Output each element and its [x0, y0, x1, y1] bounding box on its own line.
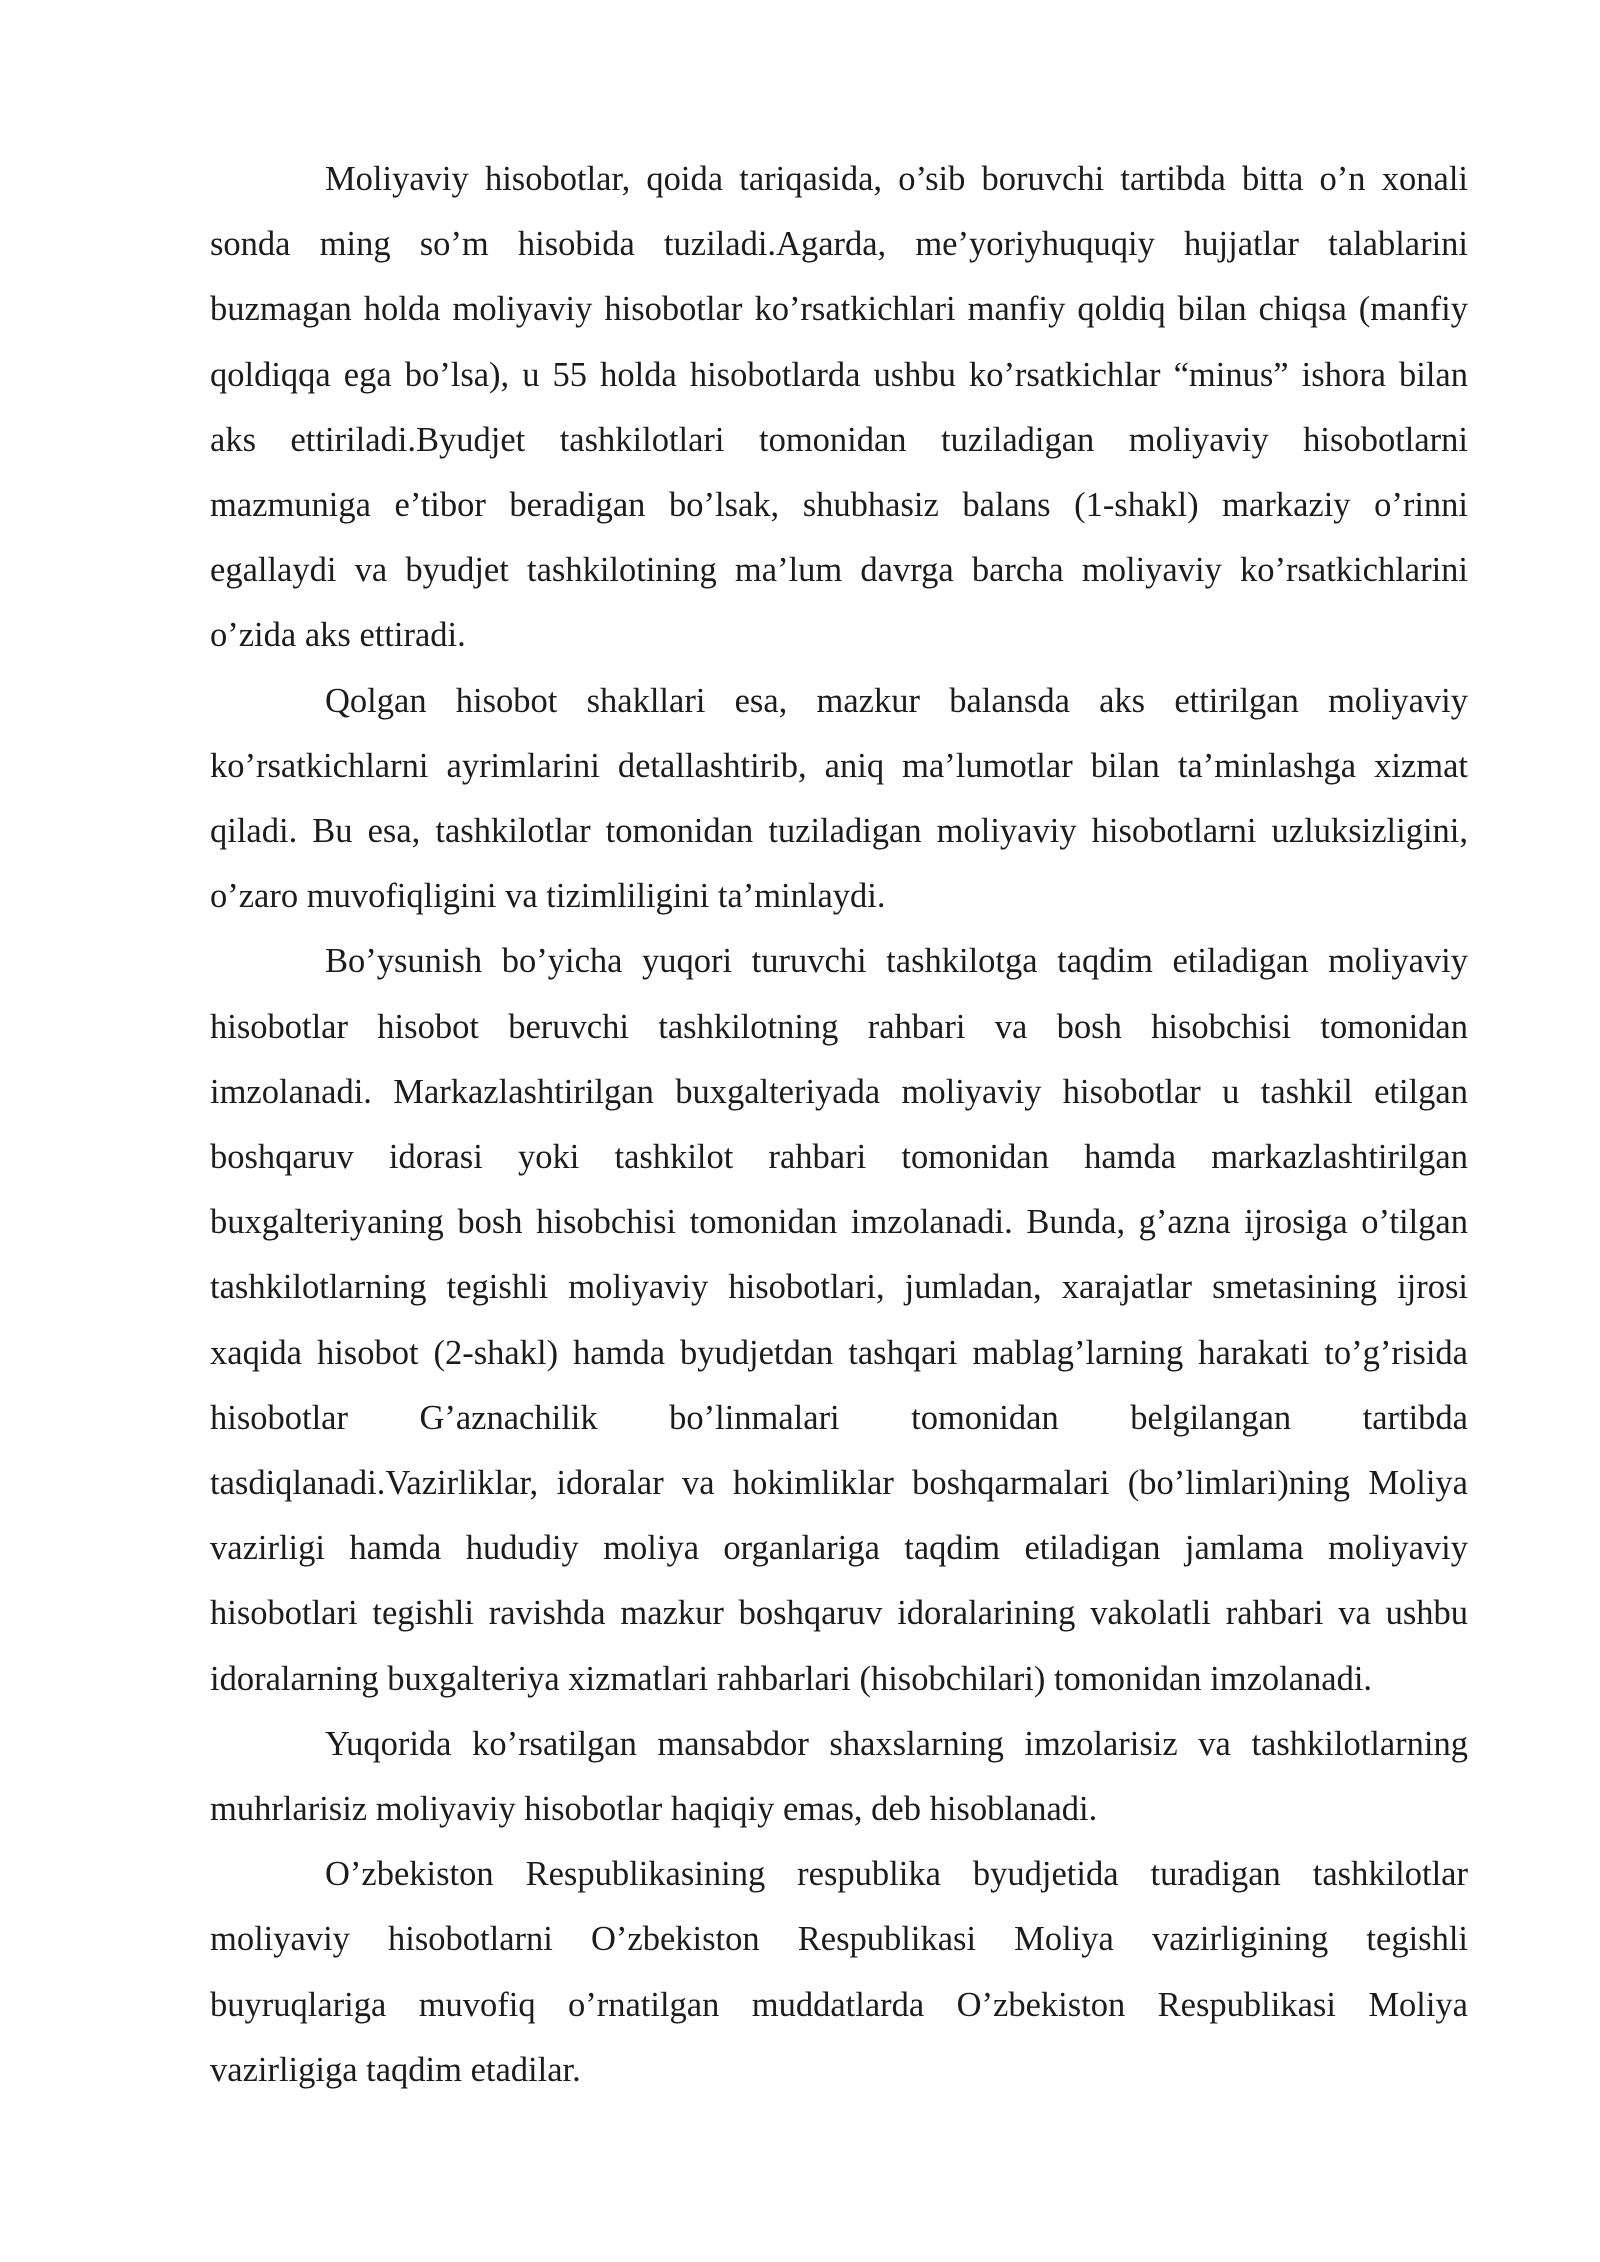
paragraph-3: Bo’ysunish bo’yicha yuqori turuvchi tashkilotga taqdim etiladigan moliyaviy hisobotlar hisobot beruvchi tashkilotning rahbari va bosh hisobchisi tomonidan imzolanadi. Markazlashtirilgan buxgalteriyada moliyaviy hisobotlar u tashkil etilgan boshqaruv idorasi yoki tashkilot rahbari tomonidan hamda markazlashtirilgan buxgalteriyaning bosh hisobchisi tomonidan imzolanadi. Bunda, g’azna ijrosiga o’tilgan tashkilotlarning tegishli moliyaviy hisobotlari, jumladan, xarajatlar smetasining ijrosi xaqida hisobot (2-shakl) hamda byudjetdan tashqari mablag’larning harakati to’g’risida hisobotlar G’aznachilik bo’linmalari tomonidan belgilangan tartibda tasdiqlanadi.Vazirliklar, idoralar va hokimliklar boshqarmalari (bo’limlari)ning Moliya vazirligi hamda hududiy moliya organlariga taqdim etiladigan jamlama moliyaviy hisobotlari tegishli ravishda mazkur boshqaruv idoralarining vakolatli rahbari va ushbu idoralarning buxgalteriya xizmatlari rahbarlari (hisobchilari) tomonidan imzolanadi. — [210, 942, 1468, 1698]
paragraph-5: O’zbekiston Respublikasining respublika byudjetida turadigan tashkilotlar moliyaviy hisobotlarni O’zbekiston Respublikasi Moliya vazirligining tegishli buyruqlariga muvofiq o’rnatilgan muddatlarda O’zbekiston Respublikasi Moliya vazirligiga taqdim etadilar. — [210, 1855, 1468, 2089]
paragraph-2: Qolgan hisobot shakllari esa, mazkur balansda aks ettirilgan moliyaviy ko’rsatkichlarni ayrimlarini detallashtirib, aniq ma’lumotlar bilan ta’minlashga xizmat qiladi. Bu esa, tashkilotlar tomonidan tuziladigan moliyaviy hisobotlarni uzluksizligini, o’zaro muvofiqligini va tizimliligini ta’minlaydi. — [210, 681, 1468, 916]
paragraph-1: Moliyaviy hisobotlar, qoida tariqasida, o’sib boruvchi tartibda bitta o’n xonali sonda ming so’m hisobida tuziladi.Agarda, me’yoriyhuquqiy hujjatlar talablarini buzmagan holda moliyaviy hisobotlar ko’rsatkichlari manfiy qoldiq bilan chiqsa (manfiy qoldiqqa ega bo’lsa), u 55 holda hisobotlarda ushbu ko’rsatkichlar “minus” ishora bilan aks ettiriladi.Byudjet tashkilotlari tomonidan tuziladigan moliyaviy hisobotlarni mazmuniga e’tibor beradigan bo’lsak, shubhasiz balans (1-shakl) markaziy o’rinni egallaydi va byudjet tashkilotining ma’lum davrga barcha moliyaviy ko’rsatkichlarini o’zida aks ettiradi. — [210, 160, 1468, 655]
paragraph-4: Yuqorida ko’rsatilgan mansabdor shaxslarning imzolarisiz va tashkilotlarning muhrlarisiz moliyaviy hisobotlar haqiqiy emas, deb hisoblanadi. — [210, 1724, 1468, 1829]
document-body — [210, 147, 1468, 2103]
